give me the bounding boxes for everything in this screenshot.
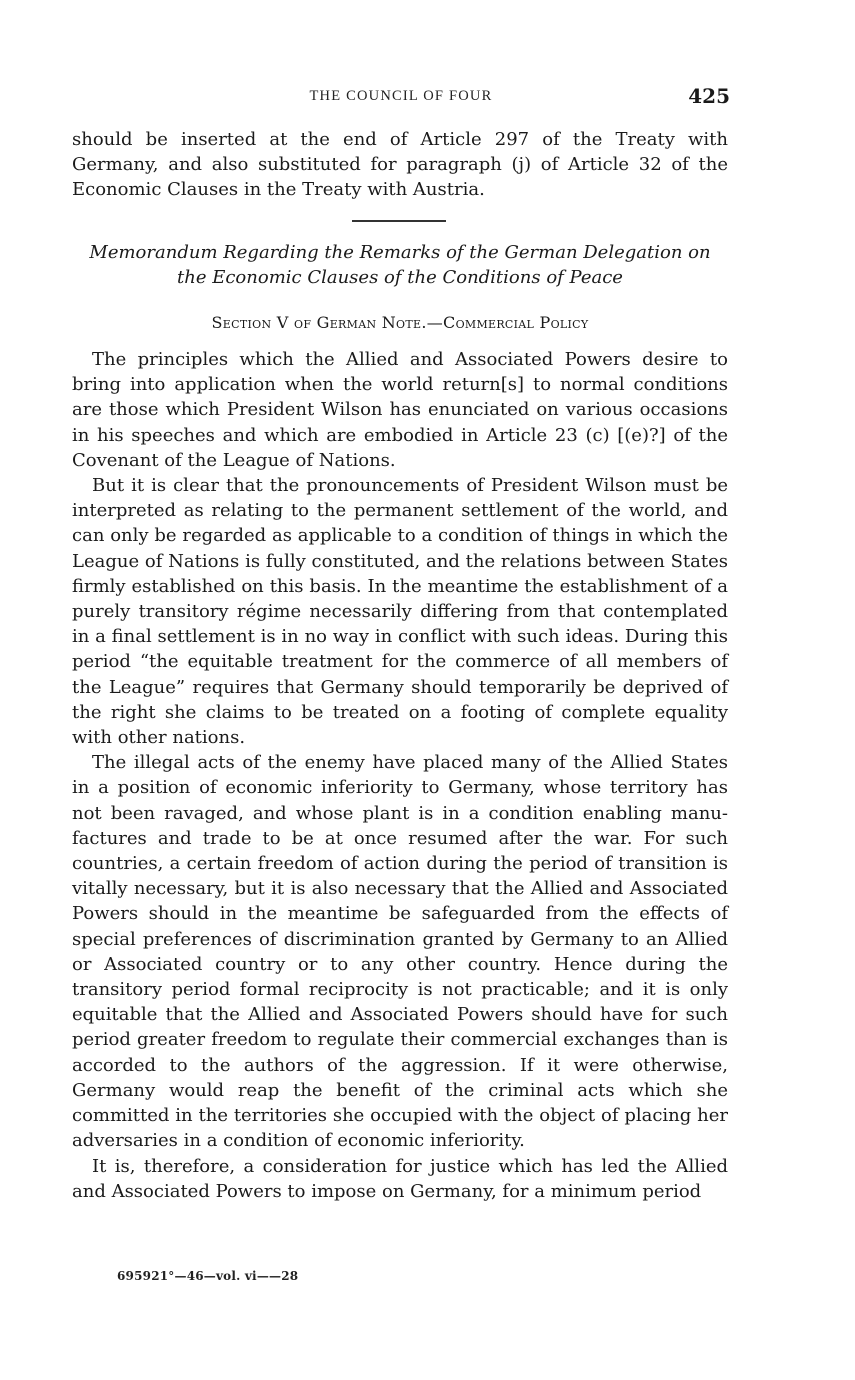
- memo-title-line-1: Memorandum Regarding the Remarks of the German Delegation on: [89, 242, 711, 263]
- page-number: 425: [688, 84, 730, 108]
- memo-title: [72, 240, 728, 290]
- printer-signature-mark: 695921°—46—vol. vi——28: [117, 1269, 299, 1283]
- intro-paragraph: should be inserted at the end of Article 297 of the Treaty with Germany, and also substituted for paragraph (j) of Article 32 of the Economic Clauses in the Treaty with Austria.: [72, 129, 728, 201]
- body-paragraph-4: It is, therefore, a consideration for justice which has led the Allied and Associated Powers to impose on Germany, for a minimum period: [72, 1155, 728, 1202]
- body-paragraph-3: The illegal acts of the enemy have placed many of the Allied States in a position of economic inferiority to Germany, whose territory has not been ravaged, and whose plant is in a condition enabling manufactures and trade to be at once resumed after the war. For such countries, a certain freedom of action during the period of transition is vitally necessary, but it is also necessary that the Allied and Associated Powers should in the meantime be safeguarded from the effects of special preferences of discrimination granted by Germany to an Allied or Associated country or to any other country. Hence during the transitory period formal reciprocity is not practicable; and it is only equitable that the Allied and Associated Powers should have for such period greater freedom to regulate their commercial exchanges than is accorded to the authors of the aggression. If it were otherwise, Germany would reap the benefit of the criminal acts which she committed in the territories she occupied with the object of placing her adversaries in a condition of economic inferiority.: [72, 752, 728, 1152]
- body-text: [72, 347, 728, 1204]
- running-head: [72, 84, 730, 112]
- running-title: THE COUNCIL OF FOUR: [309, 88, 493, 104]
- section-divider-rule: [352, 220, 446, 222]
- section-heading: Section V of German Note.—Commercial Policy: [211, 313, 589, 332]
- memo-title-line-2: the Economic Clauses of the Conditions of Peace: [177, 267, 623, 288]
- body-paragraph-1: The principles which the Allied and Associated Powers desire to bring into application when the world return[s] to normal conditions are those which President Wilson has enunciated on various occasions in his speeches and which are embodied in Article 23 (c) [(e)?] of the Covenant of the League of Nations.: [72, 349, 728, 471]
- intro-text: [72, 127, 728, 203]
- body-paragraph-2: But it is clear that the pronouncements of President Wilson must be interpreted as relating to the permanent settlement of the world, and can only be regarded as applicable to a condition of things in which the League of Nations is fully constituted, and the relations between States firmly established on this basis. In the meantime the establishment of a purely transitory régime necessarily differing from that contemplated in a final settlement is in no way in conflict with such ideas. During this period “the equitable treatment for the commerce of all members of the League” requires that Germany should temporarily be deprived of the right she claims to be treated on a footing of complete equality with other nations.: [72, 475, 728, 749]
